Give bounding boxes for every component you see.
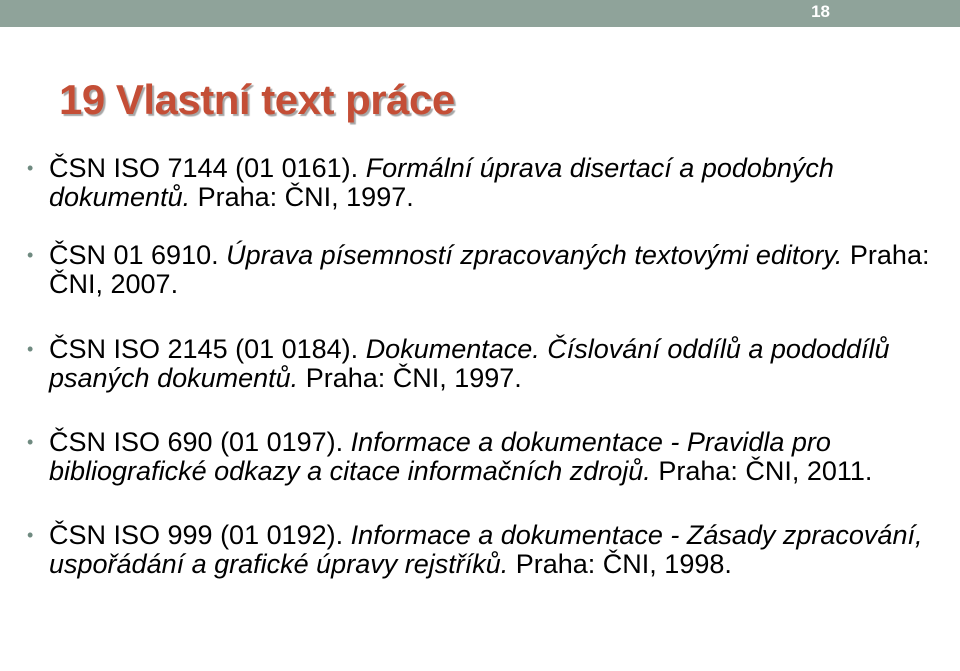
reference-item-5	[27, 521, 947, 579]
reference-list	[27, 154, 947, 608]
bullet-icon: •	[27, 525, 34, 545]
reference-title: Dokumentace. Číslování oddílů a pododdílů psaných dokumentů.	[49, 334, 890, 393]
reference-publisher: Praha: ČNI, 1997.	[197, 182, 414, 212]
bullet-icon: •	[27, 245, 34, 265]
reference-publisher: Praha: ČNI, 2011.	[658, 456, 873, 486]
bullet-icon: •	[27, 432, 34, 452]
slide-title: 19 Vlastní text práce	[59, 76, 455, 123]
reference-standard: ČSN ISO 7144 (01 0161).	[49, 153, 359, 183]
reference-item-3	[27, 335, 947, 393]
reference-standard: ČSN ISO 690 (01 0197).	[49, 427, 344, 457]
reference-publisher: Praha: ČNI, 1998.	[515, 549, 732, 579]
reference-publisher: Praha: ČNI, 2007.	[49, 240, 930, 299]
reference-standard: ČSN ISO 999 (01 0192).	[49, 520, 344, 550]
slide-number: 18	[811, 2, 830, 21]
top-bar	[0, 0, 960, 27]
reference-standard: ČSN ISO 2145 (01 0184).	[49, 334, 359, 364]
reference-item-2	[27, 241, 947, 299]
reference-title: Informace a dokumentace - Zásady zpracování, uspořádání a grafické úpravy rejstříků.	[49, 520, 923, 579]
reference-standard: ČSN 01 6910.	[49, 240, 219, 270]
bullet-icon: •	[27, 339, 34, 359]
reference-publisher: Praha: ČNI, 1997.	[305, 363, 522, 393]
bullet-icon: •	[27, 158, 34, 178]
reference-title: Informace a dokumentace - Pravidla pro bibliografické odkazy a citace informačních zdrojů.	[49, 427, 831, 486]
reference-item-4	[27, 428, 947, 486]
reference-item-1	[27, 154, 947, 212]
reference-title: Formální úprava disertací a podobných dokumentů.	[49, 153, 834, 212]
reference-title: Úprava písemností zpracovaných textovými editory.	[226, 240, 843, 270]
